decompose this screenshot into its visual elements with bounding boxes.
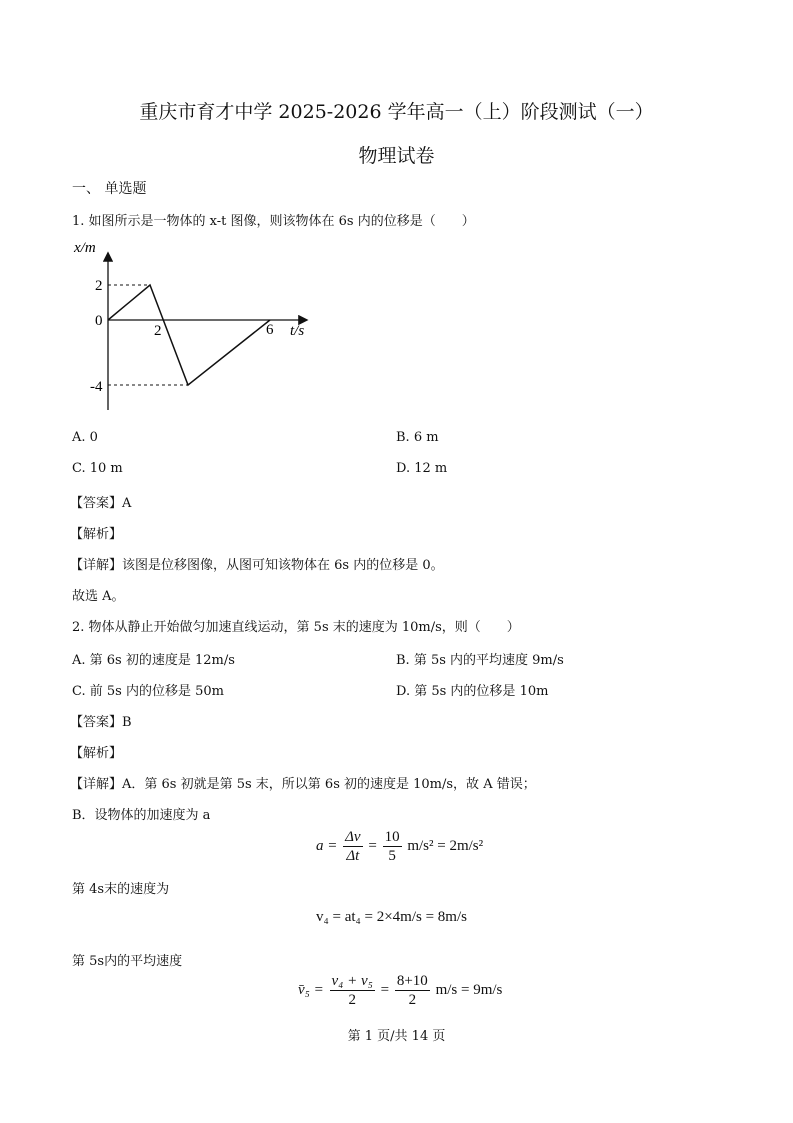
y-tick-2: 2	[95, 278, 103, 294]
q1-option-d: D. 12 m	[396, 461, 448, 476]
q2-answer: 【答案】B	[70, 715, 132, 730]
q1-answer: 【答案】A	[70, 496, 132, 511]
equation-acceleration: a = $\frac{\Delta v}{\Delta t}$ = $\frac{10}{5}$ m/s² = 2m/s²	[316, 829, 484, 864]
q2-option-c: C. 前 5s 内的位移是 50m	[72, 684, 224, 699]
x-tick-2: 2	[154, 323, 162, 339]
q2-option-b: B. 第 5s 内的平均速度 9m/s	[396, 653, 564, 668]
q2-analysis-label: 【解析】	[70, 746, 123, 761]
y-axis-label: x/m	[74, 240, 96, 256]
page-subtitle: 物理试卷	[358, 145, 435, 167]
avg-label: 第 5s内的平均速度	[72, 954, 183, 969]
v4-label: 第 4s末的速度为	[72, 882, 170, 897]
q1-option-c: C. 10 m	[72, 461, 123, 476]
page-title: 重庆市育才中学 2025-2026 学年高一（上）阶段测试（一）	[139, 101, 654, 123]
x-tick-6: 6	[266, 322, 274, 338]
q1-detail: 【详解】该图是位移图像，从图可知该物体在 6s 内的位移是 0。	[70, 558, 444, 573]
q2-b-line: B．设物体的加速度为 a	[72, 808, 211, 823]
section-title: 一、 单选题	[72, 181, 147, 197]
q2-detail: 【详解】A．第 6s 初就是第 5s 末，所以第 6s 初的速度是 10m/s，故 A 错误；	[70, 777, 536, 792]
q1-stem: 1. 如图所示是一物体的 x-t 图像，则该物体在 6s 内的位移是（ ）	[72, 214, 475, 229]
y-tick-neg4: -4	[90, 379, 103, 395]
equation-average-velocity: v̄₅ = $\frac{\text{v₄ + v₅}}{2}$ = $\frac{8+10}{2}$ m/s = 9m/s	[298, 973, 503, 1008]
equation-v4: v₄ = at₄ = 2×4m/s = 8m/s	[316, 909, 467, 925]
y-tick-0: 0	[95, 313, 103, 329]
q2-option-a: A. 第 6s 初的速度是 12m/s	[72, 653, 235, 668]
q2-stem: 2. 物体从静止开始做匀加速直线运动，第 5s 末的速度为 10m/s，则（ ）	[72, 620, 520, 635]
x-axis-label: t/s	[290, 323, 305, 339]
q1-conclusion: 故选 A。	[72, 589, 125, 604]
page-footer: 第 1 页/共 14 页	[347, 1029, 446, 1044]
q1-xt-graph	[70, 234, 320, 420]
q1-option-b: B. 6 m	[396, 430, 439, 445]
xt-line	[108, 285, 270, 385]
q1-option-a: A. 0	[72, 430, 98, 445]
q1-analysis-label: 【解析】	[70, 527, 123, 542]
q2-option-d: D. 第 5s 内的位移是 10m	[396, 684, 549, 699]
